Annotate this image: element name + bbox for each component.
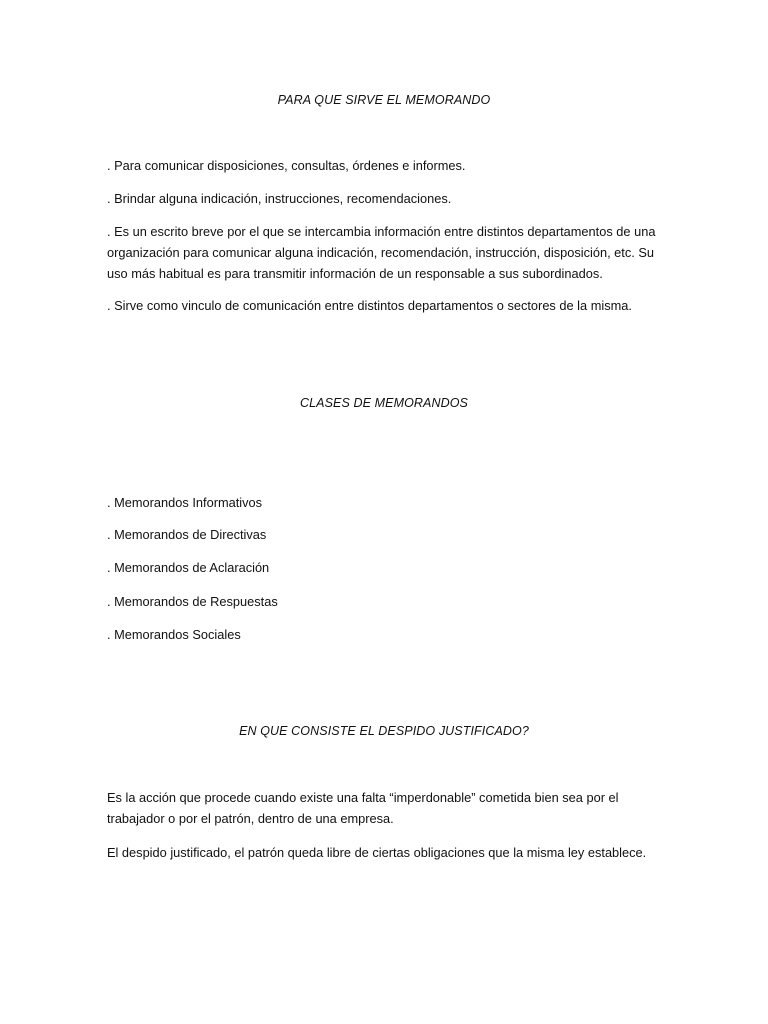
heading-para-que-sirve: PARA QUE SIRVE EL MEMORANDO: [277, 93, 491, 107]
heading-despido-justificado: EN QUE CONSISTE EL DESPIDO JUSTIFICADO?: [239, 724, 529, 738]
list-item: . Memorandos de Aclaración: [107, 560, 270, 575]
heading-clases-de-memorandos: CLASES DE MEMORANDOS: [299, 396, 468, 410]
list-item: . Brindar alguna indicación, instrucciones, recomendaciones.: [107, 191, 452, 206]
list-item: . Memorandos de Directivas: [107, 527, 267, 542]
list-item: . Memorandos Informativos: [107, 495, 263, 510]
paragraph-line: organización para comunicar alguna indicación, recomendación, instrucción, disposición, etc. Su: [107, 245, 655, 260]
paragraph-line: . Es un escrito breve por el que se intercambia información entre distintos departamentos de una: [107, 224, 656, 239]
paragraph-line: trabajador o por el patrón, dentro de una empresa.: [107, 811, 394, 826]
paragraph-despido-justificado: El despido justificado, el patrón queda libre de ciertas obligaciones que la misma ley establece.: [107, 845, 647, 860]
paragraph-escrito-breve: [107, 221, 667, 284]
paragraph-line: uso más habitual es para transmitir información de un responsable a sus subordinados.: [107, 266, 603, 281]
list-item: . Memorandos de Respuestas: [107, 594, 278, 609]
list-item: . Para comunicar disposiciones, consultas, órdenes e informes.: [107, 158, 466, 173]
paragraph-line: Es la acción que procede cuando existe una falta “imperdonable” cometida bien sea por el: [107, 790, 619, 805]
paragraph-accion: [107, 787, 667, 829]
list-item: . Sirve como vinculo de comunicación entre distintos departamentos o sectores de la misma.: [107, 298, 632, 313]
list-item: . Memorandos Sociales: [107, 627, 241, 642]
